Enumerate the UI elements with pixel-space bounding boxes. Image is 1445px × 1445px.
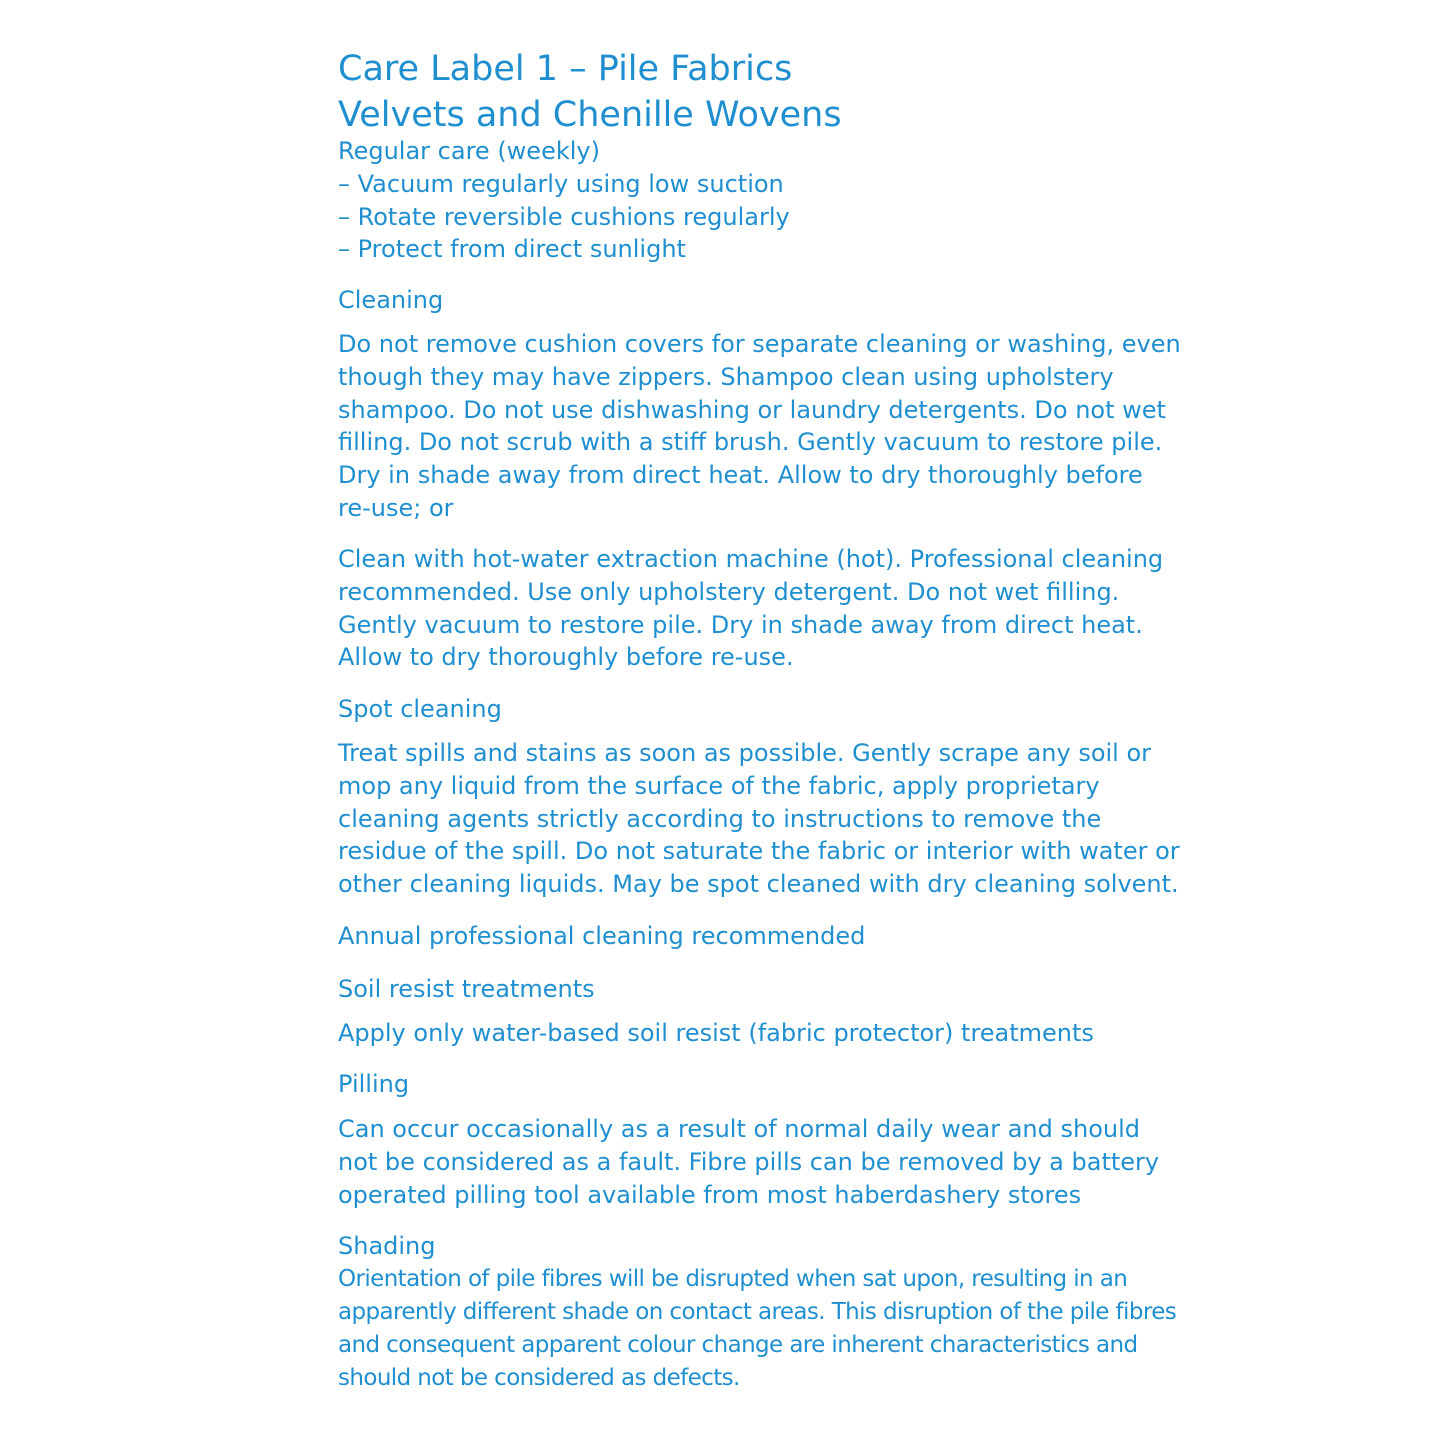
cleaning-section <box>338 284 1181 674</box>
annual-cleaning-heading: Annual professional cleaning recommended <box>338 921 866 950</box>
paragraph-line: filling. Do not scrub with a stiff brush. Gently vacuum to restore pile. <box>338 428 1163 457</box>
paragraph-line: recommended. Use only upholstery detergent. Do not wet filling. <box>338 578 1120 607</box>
care-label-document <box>338 46 1181 1394</box>
document-title-line-1: Care Label 1 – Pile Fabrics <box>338 49 793 89</box>
annual-cleaning-section <box>338 920 1168 953</box>
spot-cleaning-paragraph <box>338 737 1180 901</box>
paragraph-line: operated pilling tool available from most haberdashery stores <box>338 1180 1082 1209</box>
paragraph-line: Treat spills and stains as soon as possible. Gently scrape any soil or <box>338 739 1152 768</box>
soil-resist-section <box>338 973 1168 1050</box>
paragraph-line: re-use; or <box>338 493 454 522</box>
paragraph-line: not be considered as a fault. Fibre pills can be removed by a battery <box>338 1148 1160 1177</box>
regular-care-section <box>338 135 1168 266</box>
paragraph-line: though they may have zippers. Shampoo clean using upholstery <box>338 362 1114 391</box>
regular-care-heading: Regular care (weekly) <box>338 137 600 165</box>
paragraph-line: apparently different shade on contact areas. This disruption of the pile fibres <box>338 1299 1177 1326</box>
paragraph-line: Allow to dry thoroughly before re-use. <box>338 643 794 672</box>
paragraph-line: should not be considered as defects. <box>338 1364 740 1391</box>
shading-heading: Shading <box>338 1232 436 1261</box>
document-title-line-2: Velvets and Chenille Wovens <box>338 95 842 135</box>
paragraph-line: residue of the spill. Do not saturate the fabric or interior with water or <box>338 837 1180 866</box>
soil-resist-paragraph <box>338 1017 1168 1050</box>
spot-cleaning-section <box>338 693 1180 901</box>
spot-cleaning-heading: Spot cleaning <box>338 695 502 724</box>
paragraph-line: Do not remove cushion covers for separate cleaning or washing, even <box>338 330 1181 359</box>
paragraph-line: Dry in shade away from direct heat. Allow to dry thoroughly before <box>338 460 1143 489</box>
paragraph-line: cleaning agents strictly according to instructions to remove the <box>338 804 1102 833</box>
regular-care-item: – Rotate reversible cushions regularly <box>338 202 790 231</box>
paragraph-line: shampoo. Do not use dishwashing or laundry detergents. Do not wet <box>338 395 1166 424</box>
regular-care-item: – Vacuum regularly using low suction <box>338 170 784 198</box>
paragraph-line: Orientation of pile fibres will be disrupted when sat upon, resulting in an <box>338 1266 1128 1293</box>
regular-care-item: – Protect from direct sunlight <box>338 235 686 264</box>
pilling-paragraph <box>338 1113 1168 1211</box>
pilling-heading: Pilling <box>338 1070 410 1099</box>
shading-section <box>338 1230 1177 1394</box>
paragraph-line: Apply only water-based soil resist (fabric protector) treatments <box>338 1018 1094 1047</box>
paragraph-line: and consequent apparent colour change are inherent characteristics and <box>338 1331 1138 1358</box>
shading-paragraph <box>338 1263 1177 1394</box>
paragraph-line: Clean with hot-water extraction machine (hot). Professional cleaning <box>338 545 1164 574</box>
pilling-section <box>338 1068 1168 1211</box>
paragraph-line: Can occur occasionally as a result of normal daily wear and should <box>338 1115 1140 1144</box>
cleaning-paragraph-2 <box>338 543 1168 674</box>
cleaning-paragraph-1 <box>338 328 1181 524</box>
paragraph-line: Gently vacuum to restore pile. Dry in shade away from direct heat. <box>338 610 1143 639</box>
soil-resist-heading: Soil resist treatments <box>338 974 595 1003</box>
paragraph-line: mop any liquid from the surface of the fabric, apply proprietary <box>338 771 1100 800</box>
paragraph-line: other cleaning liquids. May be spot cleaned with dry cleaning solvent. <box>338 869 1179 898</box>
cleaning-heading: Cleaning <box>338 286 444 315</box>
